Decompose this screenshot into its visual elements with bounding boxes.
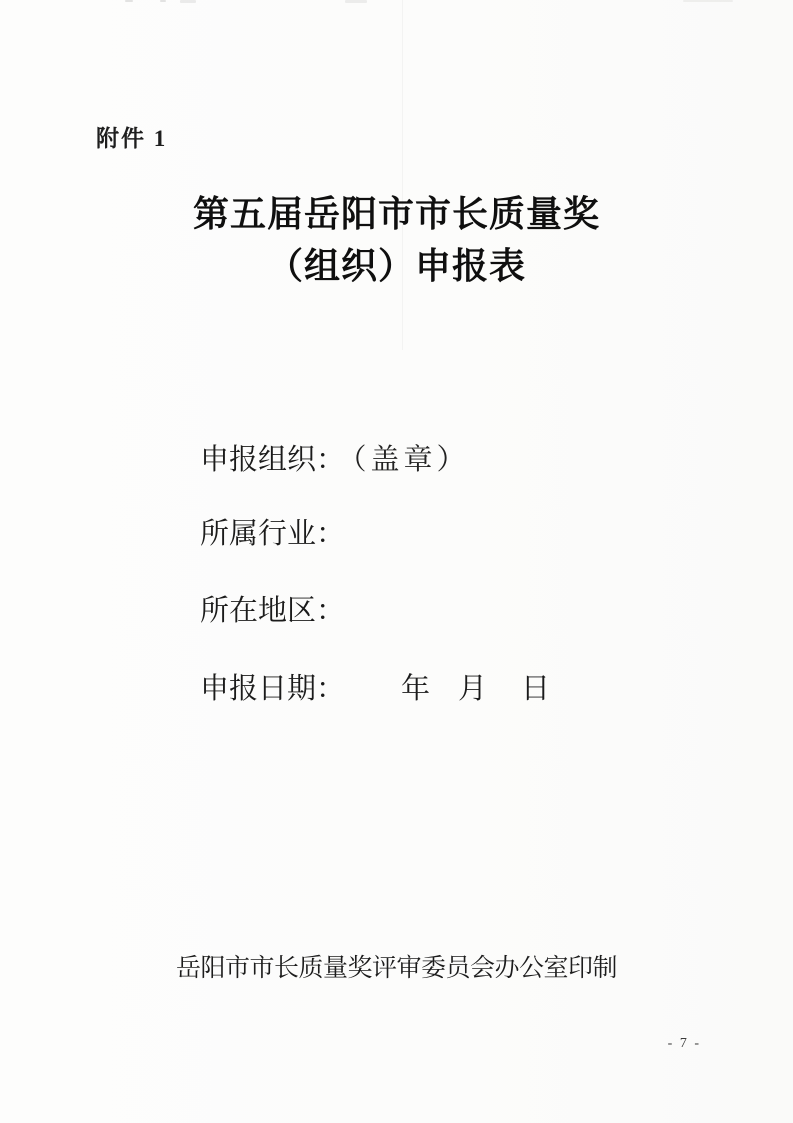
document-title <box>0 188 793 292</box>
scan-artifact-smudge <box>683 0 733 2</box>
scan-artifact-line <box>402 0 403 350</box>
field-label-region: 所在地区： <box>200 595 346 627</box>
scan-artifact-smudge <box>125 0 133 2</box>
field-row-date <box>200 672 550 706</box>
field-row-applicant-org <box>200 443 470 477</box>
field-row-industry <box>200 517 345 551</box>
attachment-label: 附件 1 <box>96 126 168 151</box>
title-line-1: 第五届岳阳市市长质量奖 <box>192 194 600 234</box>
seal-note: （盖章） <box>352 444 470 476</box>
field-label-applicant-org: 申报组织： <box>200 444 346 476</box>
date-month-label: 月 <box>458 673 488 705</box>
scan-artifact-smudge <box>345 0 367 3</box>
field-label-date: 申报日期： <box>200 673 346 705</box>
title-line-2: （组织）申报表 <box>266 246 526 286</box>
scan-artifact-smudge <box>160 0 166 2</box>
field-row-region <box>200 594 345 628</box>
page-number: - 7 - <box>667 1036 701 1051</box>
date-year-label: 年 <box>401 673 431 705</box>
date-day-label: 日 <box>521 673 551 705</box>
footer-imprint: 岳阳市市长质量奖评审委员会办公室印制 <box>175 955 617 982</box>
field-label-industry: 所属行业： <box>200 518 346 550</box>
scan-artifact-smudge <box>180 0 196 3</box>
